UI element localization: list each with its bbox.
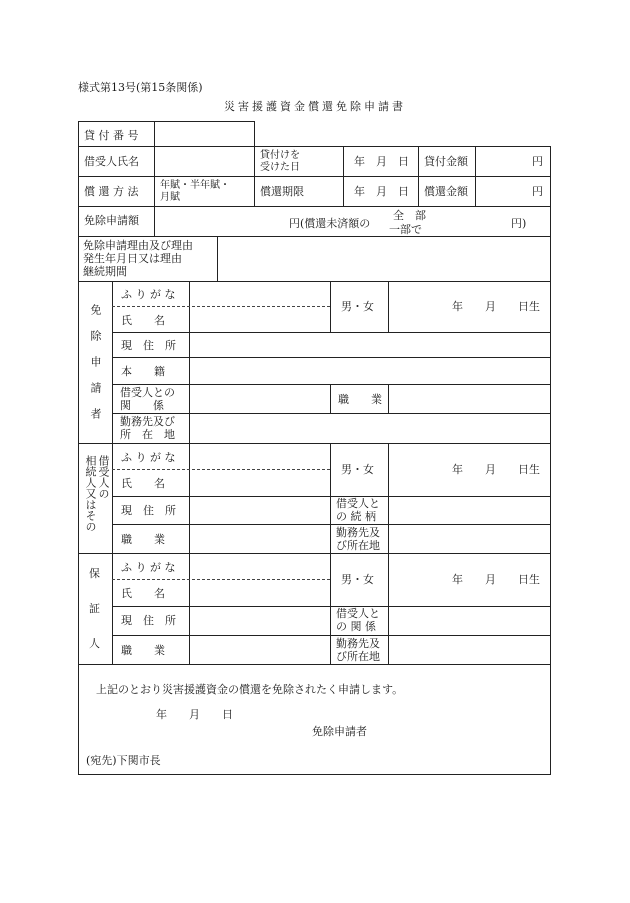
heir-relation-label-1: 借受人と	[336, 497, 380, 510]
borrower-name-label: 借受人氏名	[84, 155, 139, 168]
loan-date-value: 年 月 日	[354, 155, 409, 168]
exemption-all: 全 部	[393, 209, 426, 222]
reason-label-2: 発生年月日又は理由	[83, 252, 182, 265]
applicant-domicile-label: 本 籍	[121, 365, 165, 378]
guarantor-relation-label-1: 借受人と	[336, 607, 380, 620]
applicant-name-label: 氏 名	[121, 314, 165, 327]
heir-relation-label-2: の 続 柄	[336, 510, 376, 523]
applicant-workplace-label-1: 勤務先及び	[120, 415, 175, 428]
guarantor-name-label: 氏 名	[121, 587, 165, 600]
applicant-workplace-label-2: 所 在 地	[120, 428, 175, 441]
heir-workplace-label-2: び所在地	[336, 539, 380, 552]
applicant-side-label: 免除申請者	[89, 304, 102, 434]
guarantor-side-label-2: 証	[89, 602, 100, 615]
guarantor-furigana-label: ふ り が な	[121, 561, 176, 574]
guarantor-occupation-label: 職 業	[121, 644, 165, 657]
loan-date-label-1: 貸付けを	[260, 150, 300, 161]
heir-address-label: 現 住 所	[121, 504, 176, 517]
form-code: 様式第13号(第15条関係)	[78, 81, 203, 94]
loan-date-label-2: 受けた日	[260, 162, 300, 173]
guarantor-workplace-label-1: 勤務先及	[336, 637, 380, 650]
guarantor-address-label: 現 住 所	[121, 614, 176, 627]
exemption-part: 一部で	[389, 223, 422, 236]
guarantor-side-label-3: 人	[89, 637, 100, 650]
heir-sex: 男・女	[341, 463, 374, 476]
repayment-method-value-1: 年賦・半年賦・	[160, 180, 230, 191]
guarantor-workplace-label-2: び所在地	[336, 650, 380, 663]
guarantor-side-label-1: 保	[89, 567, 100, 580]
applicant-occupation-label: 職 業	[338, 393, 382, 406]
applicant-relation-label-2: 関 係	[120, 399, 164, 412]
repayment-method-value-2: 月賦	[160, 192, 180, 203]
applicant-birth: 年 月 日生	[452, 300, 540, 313]
footer-date: 年 月 日	[156, 708, 233, 721]
heir-name-label: 氏 名	[121, 477, 165, 490]
heir-birth: 年 月 日生	[452, 463, 540, 476]
repayment-period-value: 年 月 日	[354, 185, 409, 198]
form-title: 災害援護資金償還免除申請書	[224, 100, 406, 113]
applicant-furigana-label: ふ り が な	[121, 288, 176, 301]
repayment-method-label: 償 還 方 法	[84, 185, 139, 198]
repaid-amount-label: 償還金額	[424, 185, 468, 198]
loan-amount-label: 貸付金額	[424, 155, 468, 168]
guarantor-sex: 男・女	[341, 573, 374, 586]
guarantor-relation-label-2: の 関 係	[336, 620, 376, 633]
exemption-close: 円)	[511, 217, 527, 230]
repaid-amount-yen: 円	[532, 185, 543, 198]
loan-amount-yen: 円	[532, 155, 543, 168]
footer-statement: 上記のとおり災害援護資金の償還を免除されたく申請します。	[96, 683, 404, 696]
loan-number-label: 貸 付 番 号	[84, 129, 139, 142]
heir-side-label-2: 相続人又はその	[84, 455, 97, 532]
footer-addressee: (宛先)下関市長	[86, 754, 161, 767]
applicant-relation-label-1: 借受人との	[120, 386, 175, 399]
guarantor-birth: 年 月 日生	[452, 573, 540, 586]
heir-furigana-label: ふ り が な	[121, 451, 176, 464]
heir-occupation-label: 職 業	[121, 533, 165, 546]
applicant-sex: 男・女	[341, 300, 374, 313]
repayment-period-label: 償還期限	[260, 185, 304, 198]
footer-applicant: 免除申請者	[312, 725, 367, 738]
applicant-address-label: 現 住 所	[121, 339, 176, 352]
reason-label-3: 継続期間	[83, 265, 127, 278]
heir-workplace-label-1: 勤務先及	[336, 526, 380, 539]
reason-label-1: 免除申請理由及び理由	[83, 239, 193, 252]
exemption-amount-label: 免除申請額	[84, 214, 139, 227]
exemption-note: 円(償還未済額の	[289, 217, 371, 230]
heir-side-label-1: 借受人の	[97, 455, 110, 499]
